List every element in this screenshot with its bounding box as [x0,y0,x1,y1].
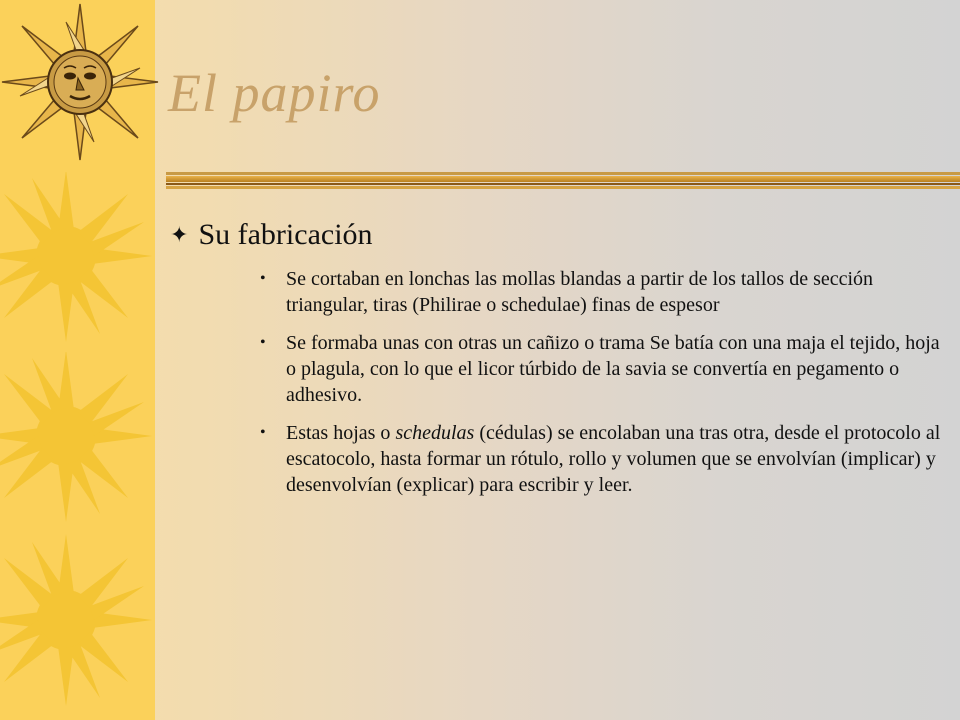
sun-face-icon [0,0,160,170]
bullet-dot-icon: • [260,424,266,441]
list-item [170,330,950,408]
list-item [170,420,950,498]
list-item-text: Se cortaban en lonchas las mollas blandas a partir de los tallos de sección triangular, tiras (Philirae o schedulae) finas de espesor [286,268,874,316]
bullet-list [170,266,950,498]
bullet-dot-icon: • [260,334,266,351]
section-heading [170,218,950,252]
slide-title: El papiro [168,63,381,123]
section-heading-text: Su fabricación [198,218,373,251]
sun-icon [0,530,155,720]
title-divider [166,170,960,192]
list-item [170,266,950,318]
sun-icon [0,172,155,342]
bullet-dot-icon: • [260,270,266,287]
slide-content [170,218,950,510]
list-item-text: Estas hojas o schedulas (cédulas) se encolaban una tras otra, desde el protocolo al escatocolo, hasta formar un rótulo, rollo y volumen que se envolvían (implicar) y desenvolvían (explicar) para escribir y leer. [286,422,941,496]
emphasis-text: schedulas [395,422,475,444]
star-bullet-icon: ✦ [170,222,189,247]
sun-icon [0,352,155,522]
list-item-text: Se formaba unas con otras un cañizo o trama Se batía con una maja el tejido, hoja o plagula, con lo que el licor túrbido de la savia se convertía en pegamento o adhesivo. [286,332,940,406]
